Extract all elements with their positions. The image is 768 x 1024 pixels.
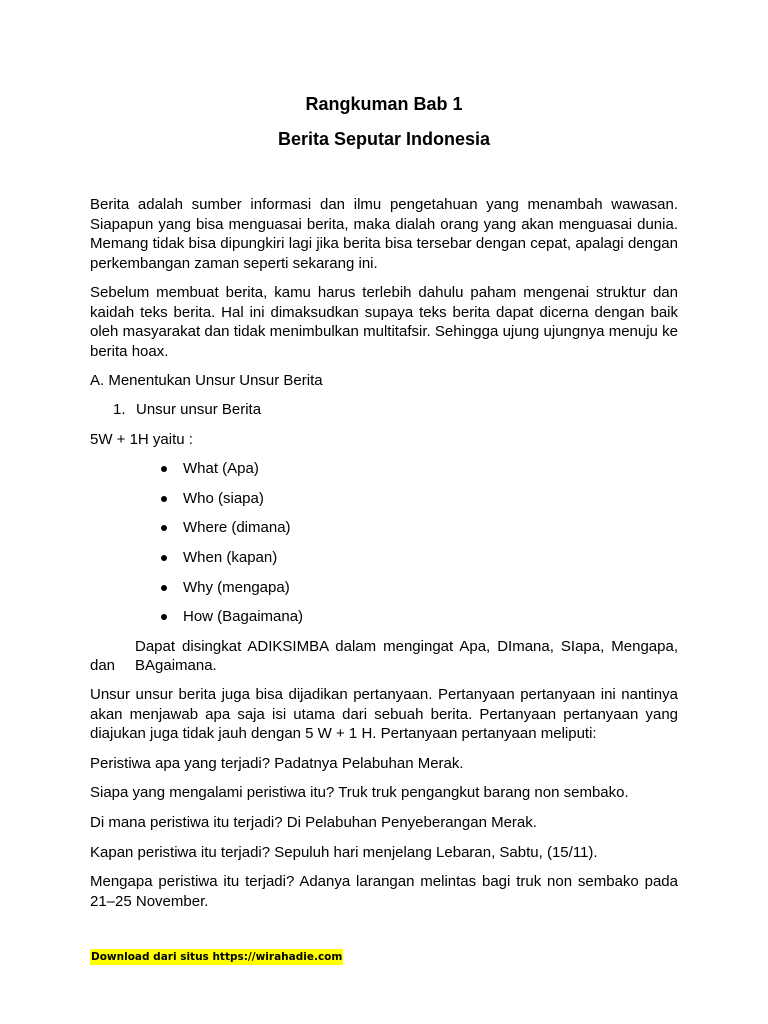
document-title: Rangkuman Bab 1 bbox=[305, 94, 463, 114]
question-where: Di mana peristiwa itu terjadi? Di Pelabuhan Penyeberangan Merak. bbox=[90, 814, 537, 831]
bullet-icon bbox=[161, 614, 167, 620]
bullet-icon bbox=[161, 466, 167, 472]
bullet-item: How (Bagaimana) bbox=[183, 608, 304, 625]
bullet-icon bbox=[161, 496, 167, 502]
bullet-icon bbox=[161, 525, 167, 531]
question-who: Siapa yang mengalami peristiwa itu? Truk truk pengangkut barang non sembako. bbox=[90, 784, 629, 801]
question-why: Mengapa peristiwa itu terjadi? Adanya larangan melintas bagi truk non sembako pada 21–25 November. bbox=[90, 873, 678, 910]
section-heading-a: A. Menentukan Unsur Unsur Berita bbox=[90, 372, 323, 389]
paragraph-intro: Berita adalah sumber informasi dan ilmu pengetahuan yang menambah wawasan. Siapapun yang bisa menguasai berita, maka dialah orang yang akan menguasai dunia. Memang tidak bisa dipungkiri lagi jika berita bisa tersebar dengan cepat, apalagi dengan perkembangan zaman seperti sekarang ini. bbox=[90, 196, 678, 272]
numbered-item-text: Unsur unsur Berita bbox=[136, 401, 262, 418]
bullet-icon bbox=[161, 555, 167, 561]
bullet-icon bbox=[161, 585, 167, 591]
bullet-item: What (Apa) bbox=[183, 460, 259, 477]
adiksimba-line-1: Dapat disingkat ADIKSIMBA dalam mengingat Apa, DImana, SIapa, Mengapa, bbox=[135, 638, 678, 655]
bullet-item: When (kapan) bbox=[183, 549, 278, 566]
paragraph-structure: Sebelum membuat berita, kamu harus terlebih dahulu paham mengenai struktur dan kaidah teks berita. Hal ini dimaksudkan supaya teks berita dapat dicerna dengan baik oleh masyarakat dan tidak menimbulkan multitafsir. Sehingga ujung ujungnya menuju ke berita hoax. bbox=[90, 284, 678, 360]
download-footer-link[interactable]: Download dari situs https://wirahadie.com bbox=[91, 951, 343, 963]
paragraph-questions-intro: Unsur unsur berita juga bisa dijadikan pertanyaan. Pertanyaan pertanyaan ini nantinya akan menjawab apa saja isi utama dari sebuah berita. Pertanyaan pertanyaan yang diajukan juga tidak jauh dengan 5 W + 1 H. Pertanyaan pertanyaan meliputi: bbox=[90, 686, 678, 742]
adiksimba-line-2-prefix: dan bbox=[90, 657, 116, 674]
bullet-item: Who (siapa) bbox=[183, 490, 264, 507]
adiksimba-line-2-text: BAgaimana. bbox=[135, 657, 217, 674]
bullet-item: Where (dimana) bbox=[183, 519, 291, 536]
formula-line: 5W + 1H yaitu : bbox=[90, 431, 193, 448]
question-what: Peristiwa apa yang terjadi? Padatnya Pelabuhan Merak. bbox=[90, 755, 464, 772]
bullet-item: Why (mengapa) bbox=[183, 579, 290, 596]
question-when: Kapan peristiwa itu terjadi? Sepuluh hari menjelang Lebaran, Sabtu, (15/11). bbox=[90, 844, 598, 861]
numbered-item-number: 1. bbox=[113, 401, 126, 418]
document-subtitle: Berita Seputar Indonesia bbox=[277, 129, 491, 149]
